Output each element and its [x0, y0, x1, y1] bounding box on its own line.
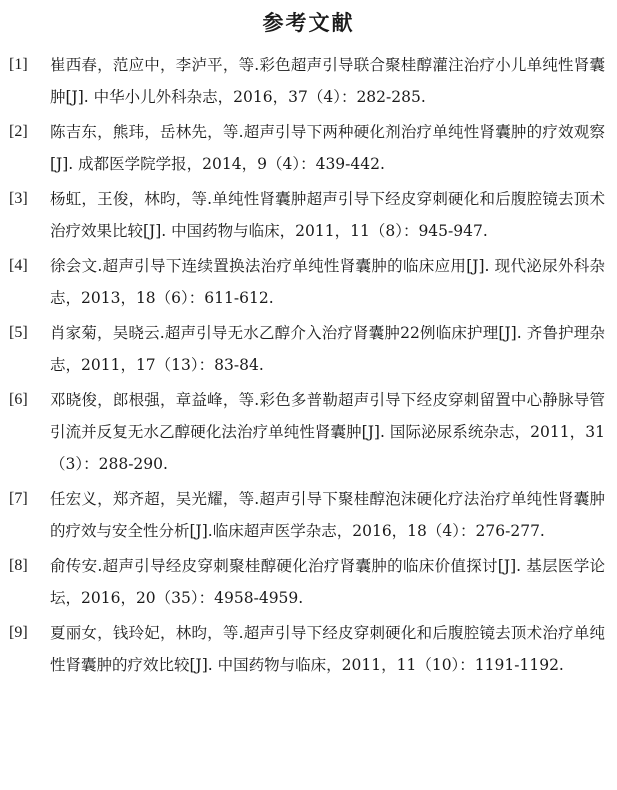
- reference-item-8: [0, 550, 617, 614]
- reference-text: 徐会文.超声引导下连续置换法治疗单纯性肾囊肿的临床应用[J]. 现代泌尿外科杂志，2013，18（6）：611-612.: [50, 257, 605, 307]
- reference-number: [6]: [9, 391, 28, 408]
- reference-item-9: [0, 617, 617, 681]
- reference-number: [9]: [9, 624, 28, 641]
- page-title: 参考文献: [262, 11, 355, 35]
- reference-item-3: [0, 183, 617, 247]
- reference-text: 夏丽女，钱玲妃，林昀，等.超声引导下经皮穿刺硬化和后腹腔镜去顶术治疗单纯性肾囊肿的疗效比较[J]. 中国药物与临床，2011，11（10）：1191-1192.: [50, 624, 605, 674]
- reference-number: [1]: [9, 56, 28, 73]
- reference-item-2: [0, 116, 617, 180]
- reference-list: [0, 49, 617, 684]
- reference-text: 肖家菊，吴晓云.超声引导无水乙醇介入治疗肾囊肿22例临床护理[J]. 齐鲁护理杂志，2011，17（13）：83-84.: [50, 324, 605, 374]
- reference-item-7: [0, 483, 617, 547]
- reference-number: [7]: [9, 490, 28, 507]
- reference-item-5: [0, 317, 617, 381]
- reference-number: [8]: [9, 557, 28, 574]
- reference-text: 邓晓俊，郎根强，章益峰，等.彩色多普勒超声引导下经皮穿刺留置中心静脉导管引流并反复无水乙醇硬化法治疗单纯性肾囊肿[J]. 国际泌尿系统杂志，2011，31（3）：288-290.: [50, 391, 605, 473]
- reference-number: [2]: [9, 123, 28, 140]
- reference-item-6: [0, 384, 617, 480]
- reference-text: 崔西春，范应中，李泸平，等.彩色超声引导联合聚桂醇灌注治疗小儿单纯性肾囊肿[J]. 中华小儿外科杂志，2016，37（4）：282-285.: [50, 56, 605, 106]
- reference-text: 杨虹，王俊，林昀，等.单纯性肾囊肿超声引导下经皮穿刺硬化和后腹腔镜去顶术治疗效果比较[J]. 中国药物与临床，2011，11（8）：945-947.: [50, 190, 605, 240]
- reference-number: [4]: [9, 257, 28, 274]
- reference-item-4: [0, 250, 617, 314]
- reference-item-1: [0, 49, 617, 113]
- reference-number: [3]: [9, 190, 28, 207]
- reference-text: 陈吉东，熊玮，岳林先，等.超声引导下两种硬化剂治疗单纯性肾囊肿的疗效观察[J]. 成都医学院学报，2014，9（4）：439-442.: [50, 123, 605, 173]
- reference-text: 俞传安.超声引导经皮穿刺聚桂醇硬化治疗肾囊肿的临床价值探讨[J]. 基层医学论坛，2016，20（35）：4958-4959.: [50, 557, 605, 607]
- reference-number: [5]: [9, 324, 28, 341]
- reference-text: 任宏义，郑齐超，吴光耀，等.超声引导下聚桂醇泡沫硬化疗法治疗单纯性肾囊肿的疗效与安全性分析[J].临床超声医学杂志，2016，18（4）：276-277.: [50, 490, 605, 540]
